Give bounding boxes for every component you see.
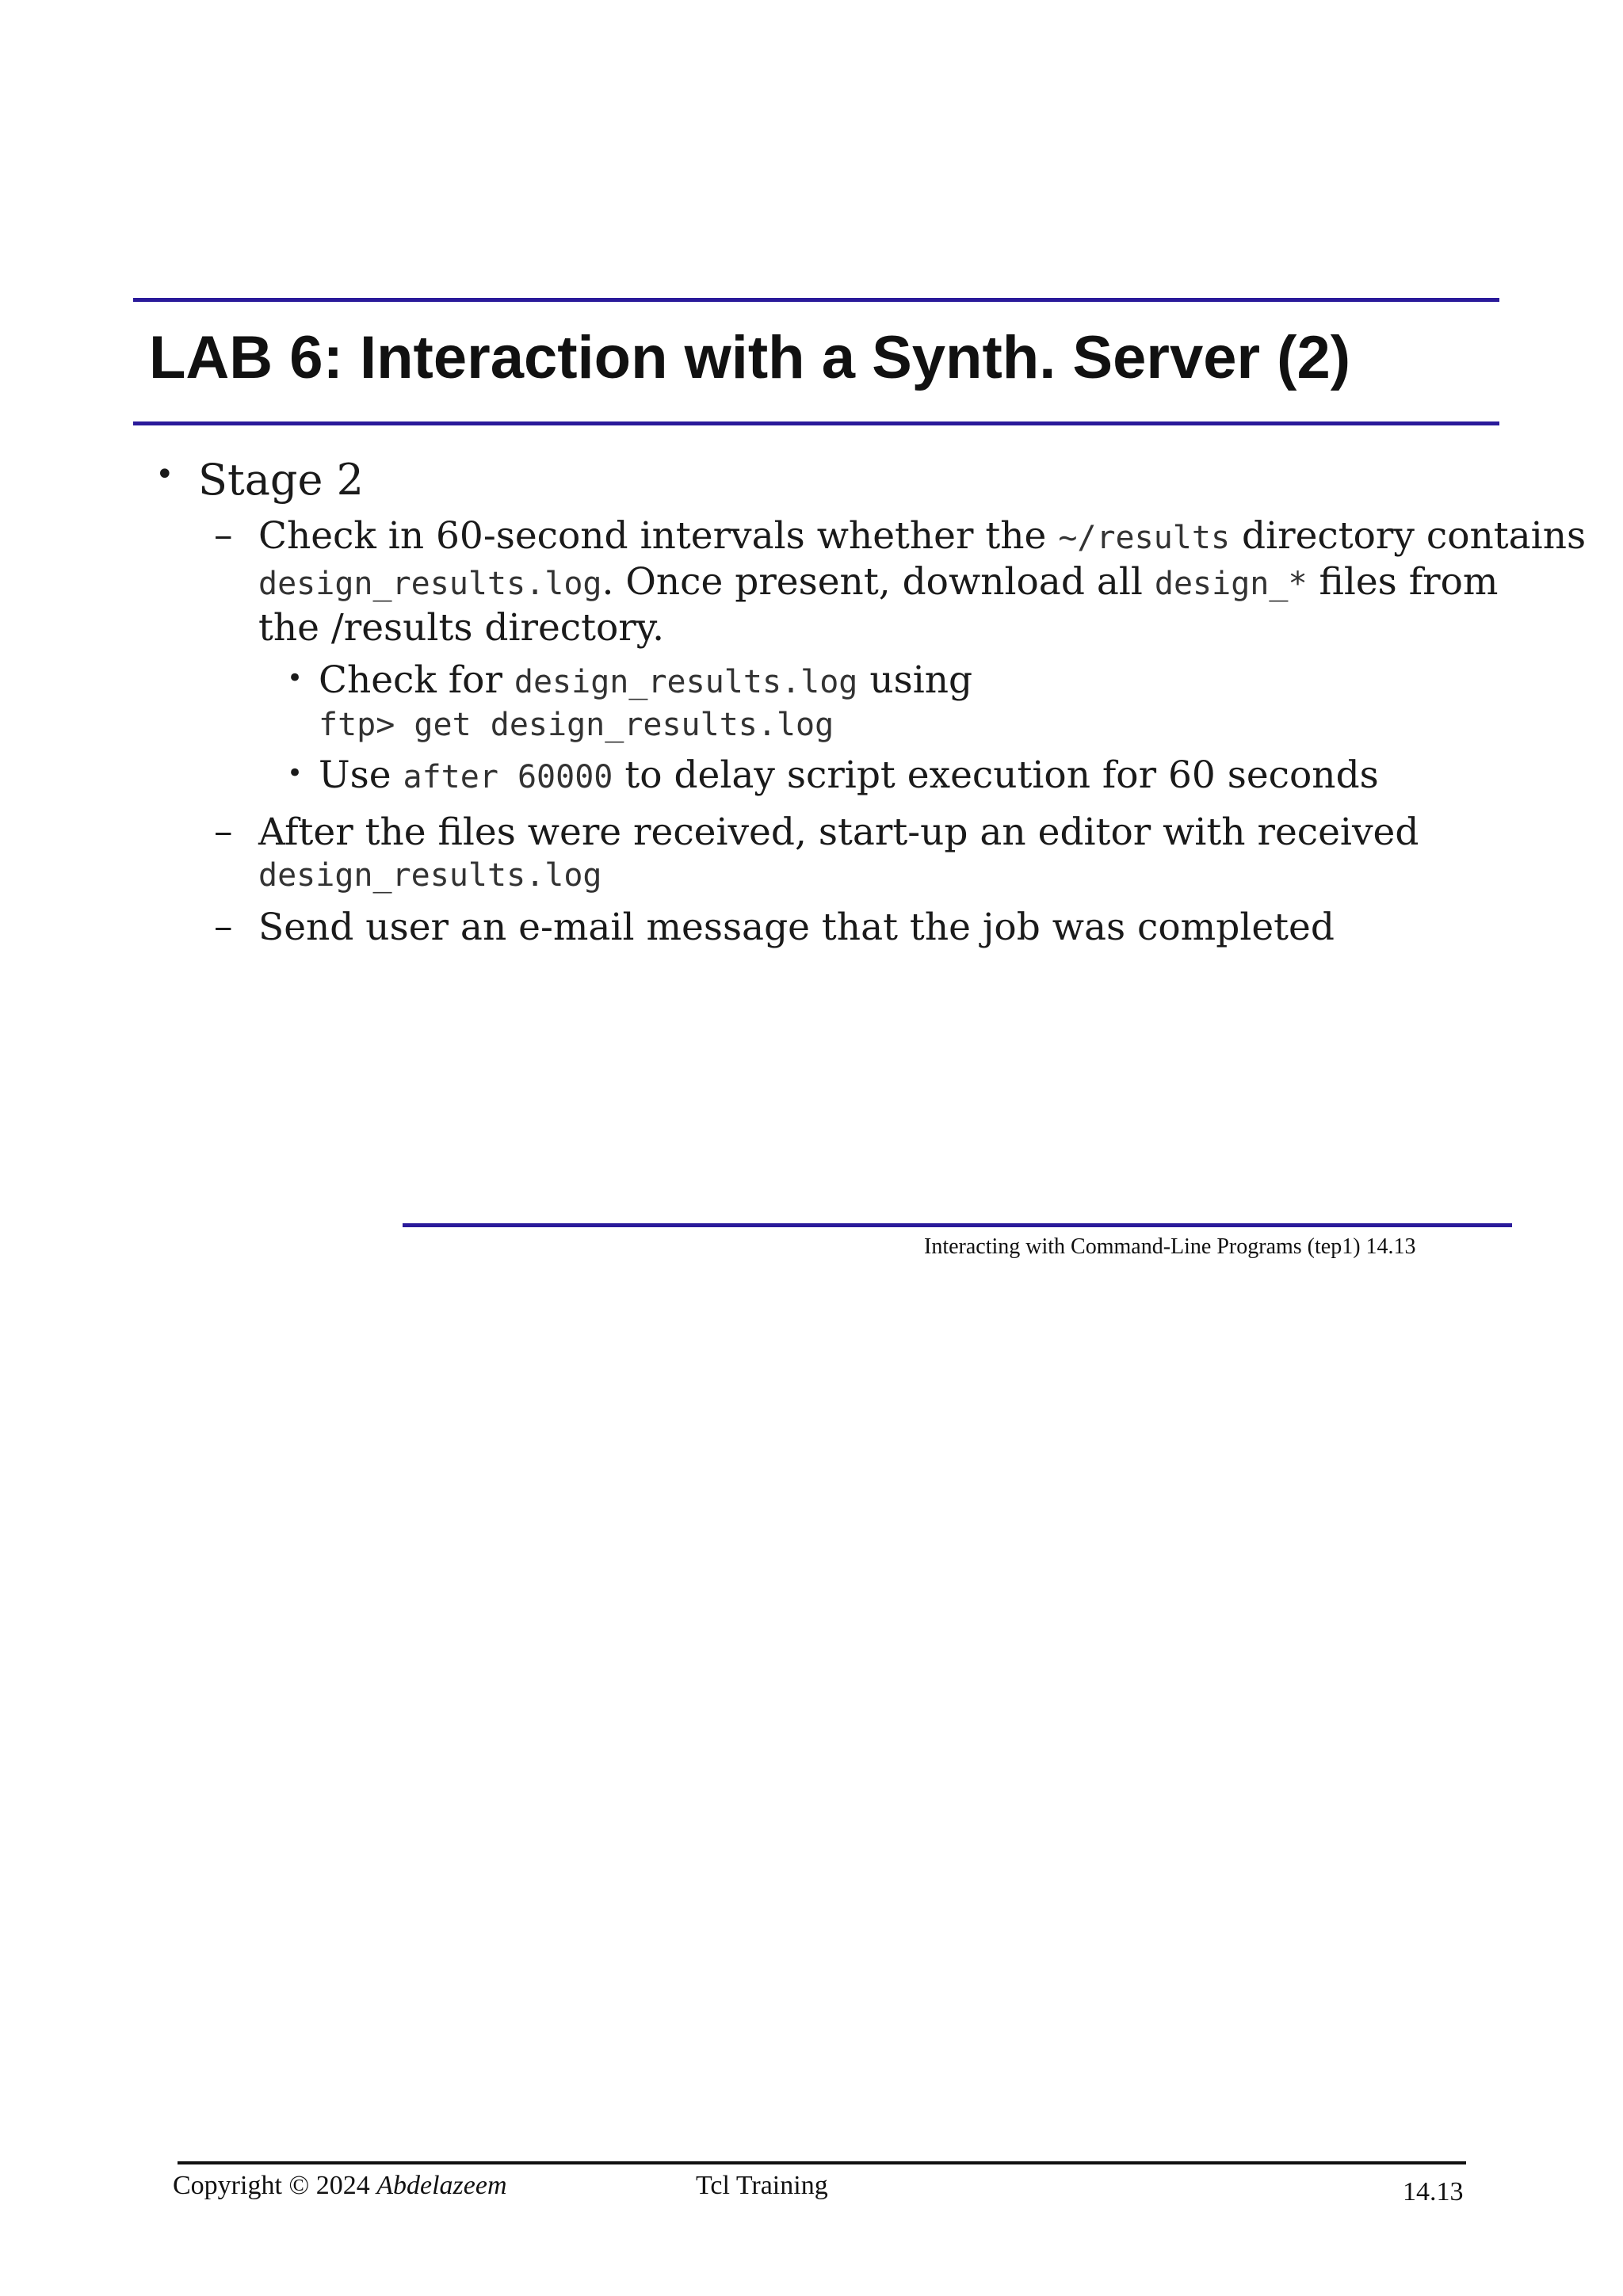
design-results-log-code: design_results.log <box>258 857 602 894</box>
item1-line3: the /results directory. <box>258 606 665 650</box>
ftp-command-code: ftp> get design_results.log <box>319 707 834 743</box>
slide-footer-note: Interacting with Command-Line Programs (tep1) 14.13 <box>924 1234 1416 1259</box>
item2-line1: After the files were received, start-up an editor with received <box>258 810 1419 854</box>
slide-title: LAB 6: Interaction with a Synth. Server (2) <box>149 324 1351 391</box>
footer-note-rule <box>403 1223 1512 1227</box>
item1-line2: design_results.log. Once present, download all design_* files from <box>258 560 1499 604</box>
after-command-code: after 60000 <box>403 759 613 795</box>
design-glob-code: design_* <box>1154 566 1308 602</box>
page-number: 14.13 <box>1403 2177 1464 2206</box>
dash-icon: – <box>214 905 233 948</box>
dash-icon: – <box>214 513 233 557</box>
page-footer-rule <box>178 2161 1466 2164</box>
dash-icon: – <box>214 810 233 853</box>
stage-label: Stage 2 <box>198 455 364 505</box>
copyright-text: Copyright © 2024 Abdelazeem <box>173 2171 507 2200</box>
sub-bullet-icon: • <box>287 757 304 789</box>
sub1-line1: Check for design_results.log using <box>319 658 973 702</box>
top-rule <box>133 298 1499 302</box>
item1-line1: Check in 60-second intervals whether the ~/results directory contains <box>258 514 1587 558</box>
sub2-line1: Use after 60000 to delay script execution for 60 seconds <box>319 753 1379 797</box>
design-results-log-code: design_results.log <box>258 566 602 602</box>
design-results-log-code: design_results.log <box>514 664 858 700</box>
bullet-icon: • <box>155 456 174 493</box>
item3-line1: Send user an e-mail message that the job was completed <box>258 906 1335 949</box>
results-path-code: ~/results <box>1058 520 1231 556</box>
course-title: Tcl Training <box>696 2171 828 2200</box>
author-name: Abdelazeem <box>376 2171 507 2200</box>
sub-bullet-icon: • <box>287 662 304 694</box>
title-rule <box>133 421 1499 425</box>
